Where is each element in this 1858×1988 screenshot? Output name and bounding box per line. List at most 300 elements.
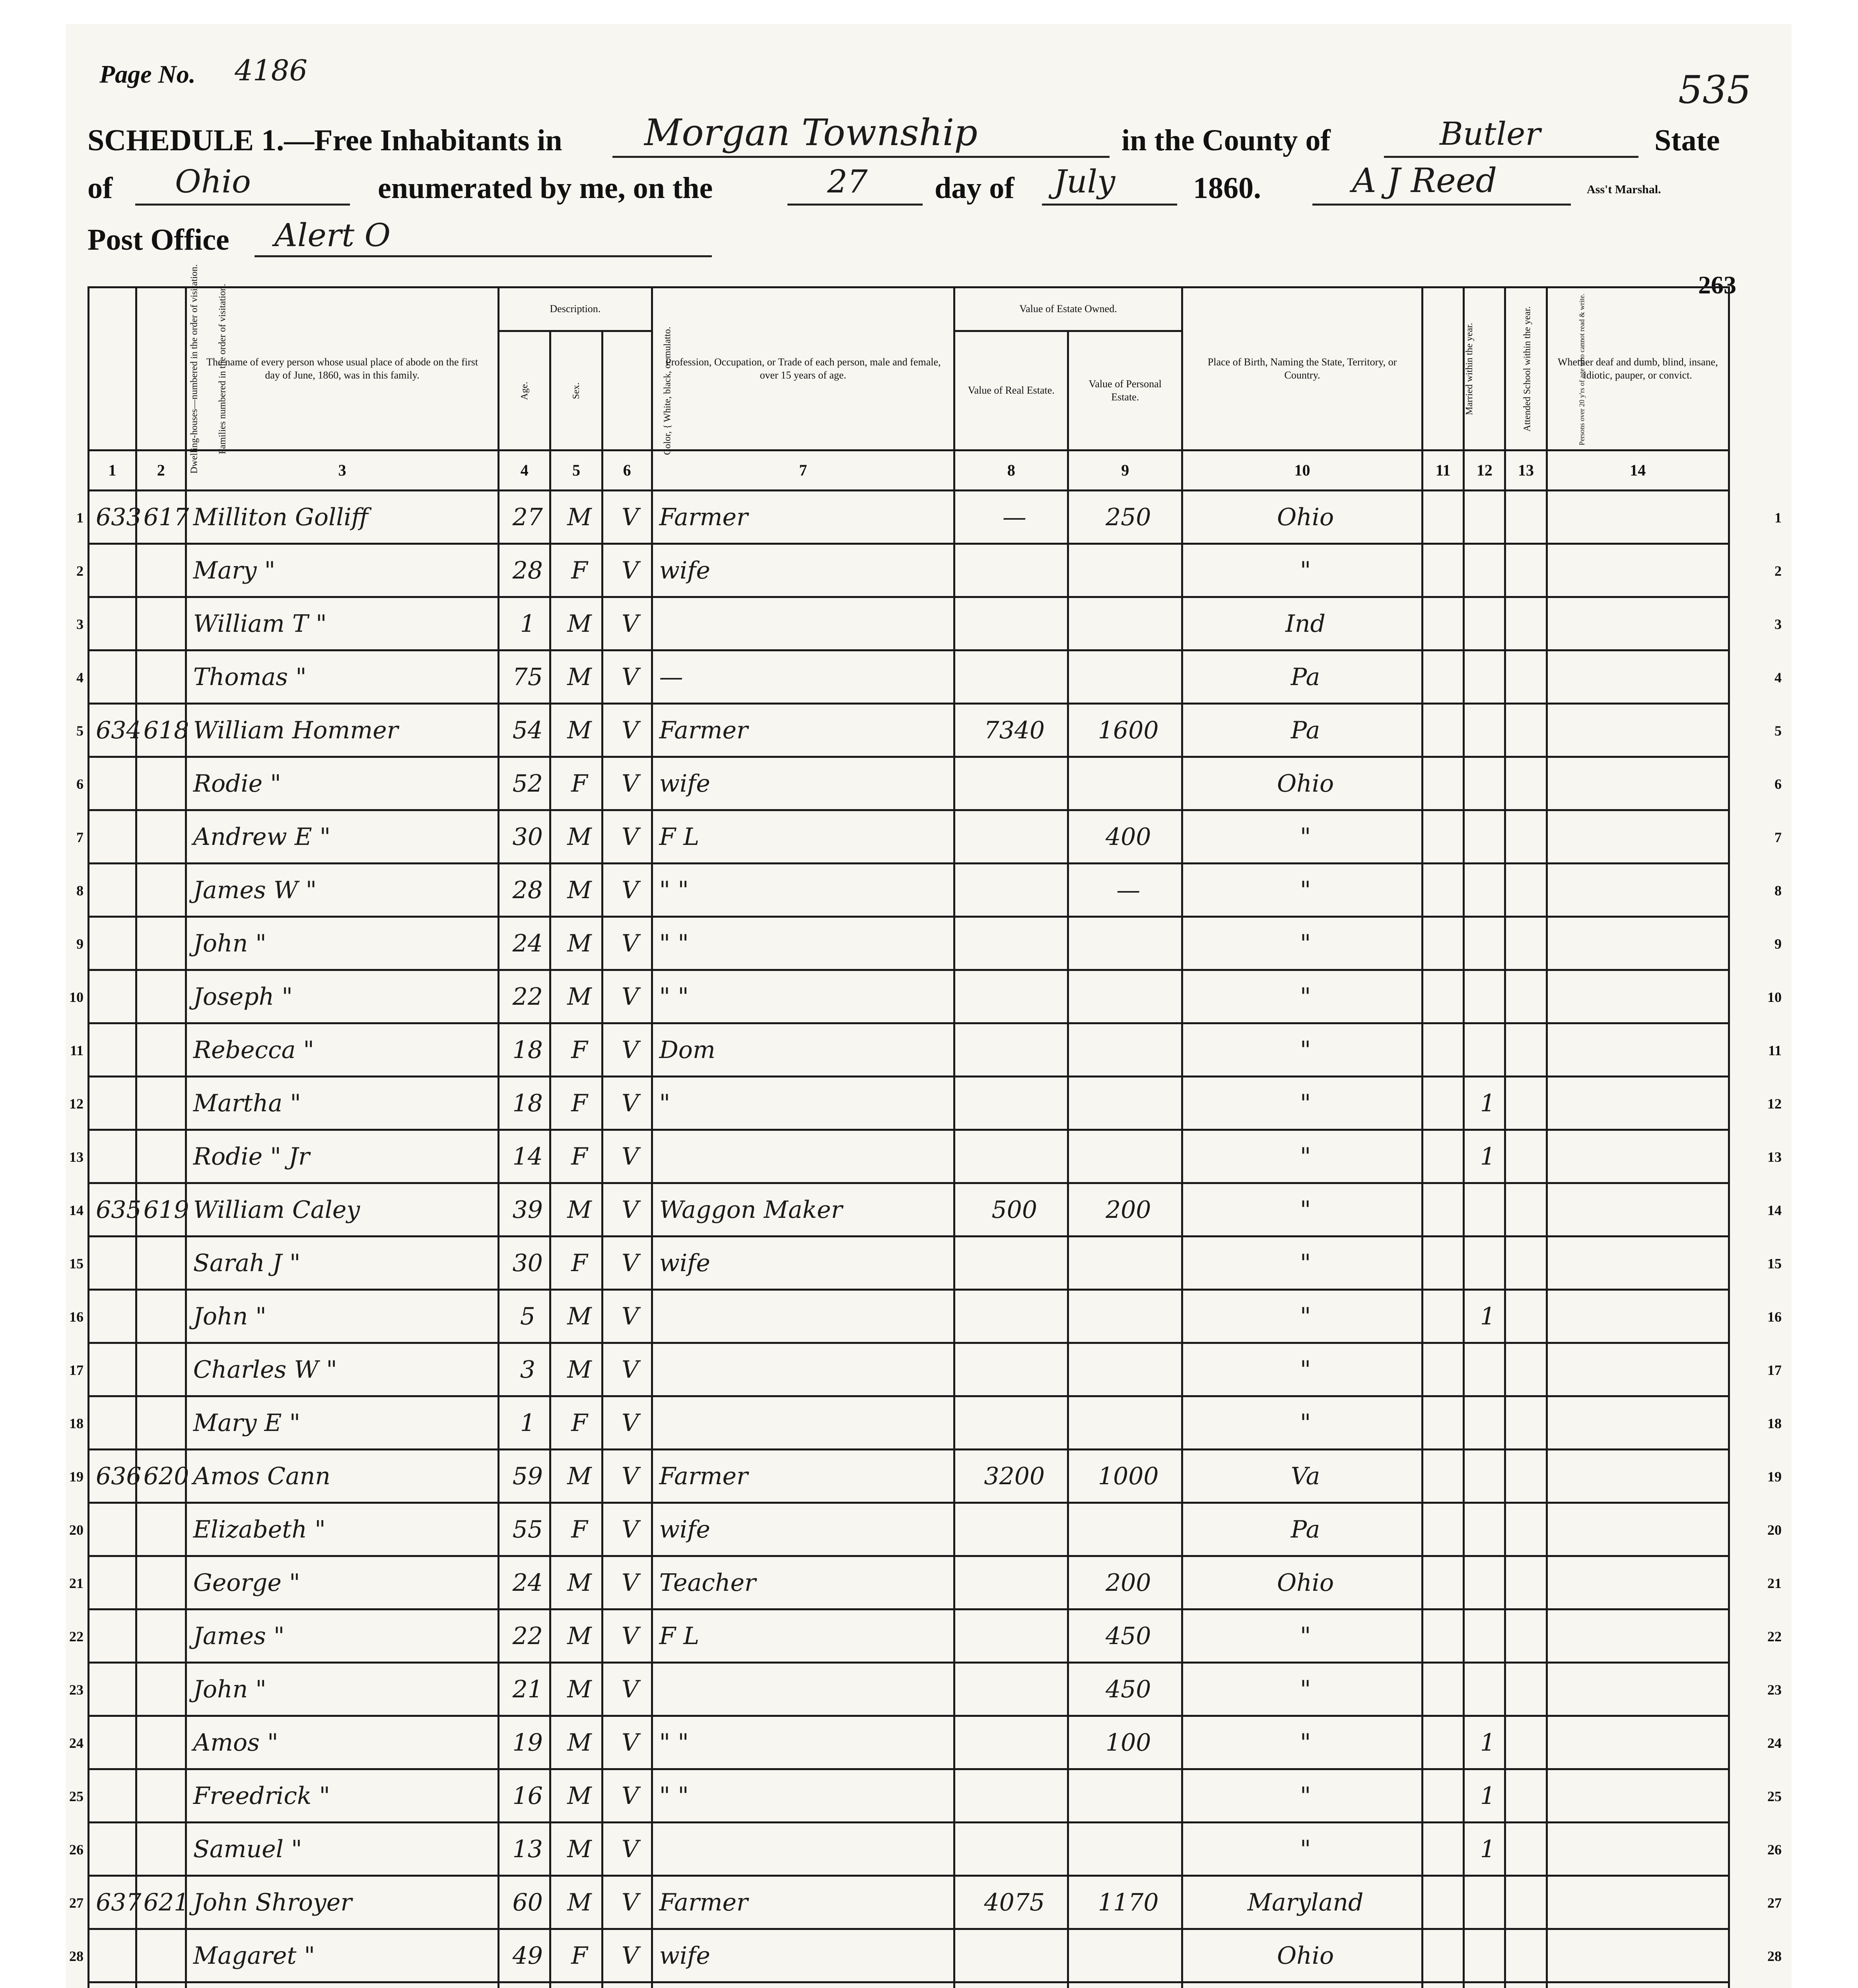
birthplace-cell: Ohio [1182,1556,1422,1609]
occupation-cell: " [652,1077,954,1130]
condition-cell [1547,597,1729,650]
real-estate-cell [954,1716,1068,1769]
age-cell: 59 [499,1450,550,1503]
age-cell: 52 [499,757,550,810]
family-number: 620 [136,1450,186,1503]
age-cell: 30 [499,810,550,864]
dwelling-number [89,1077,136,1130]
dwelling-number [89,1929,136,1982]
school-cell: 1 [1464,1716,1505,1769]
color-cell: V [602,1183,652,1237]
col-number: 11 [1423,450,1464,491]
condition-cell [1547,650,1729,704]
married-cell [1423,597,1464,650]
birthplace-cell: " [1182,544,1422,597]
birthplace-cell: " [1182,810,1422,864]
row-number: 11 [1768,1042,1782,1058]
color-cell: V [602,1929,652,1982]
occupation-cell [652,1343,954,1396]
married-cell [1423,650,1464,704]
condition-cell [1547,1929,1729,1982]
row-number: 6 [1774,776,1782,792]
col-header-occupation: Profession, Occupation, or Trade of each person, male and female, over 15 years of age. [652,287,954,450]
school-cell: 1 [1464,1823,1505,1876]
real-estate-cell [954,1663,1068,1716]
real-estate-cell [954,1609,1068,1663]
married-cell [1423,1769,1464,1823]
personal-estate-cell: 200 [1068,1556,1182,1609]
condition-cell [1547,810,1729,864]
family-number [136,1716,186,1769]
color-cell: V [602,970,652,1023]
col-header-description: Description. [499,287,652,331]
family-number [136,1503,186,1556]
table-row [89,1823,1729,1876]
person-name: John " [186,917,498,970]
occupation-cell: wife [652,1237,954,1290]
page-no-label: Page No. [99,60,196,88]
row-number: 8 [76,882,84,899]
sex-cell: F [550,1237,602,1290]
sex-cell: F [550,1023,602,1077]
sex-cell: M [550,650,602,704]
row-number: 1 [1774,509,1782,526]
school-cell [1464,1503,1505,1556]
illiterate-cell [1505,1237,1547,1290]
col-header-age: Age. [499,331,550,450]
schedule-title: SCHEDULE 1.—Free Inhabitants in [87,124,562,157]
table-row [89,650,1729,704]
age-cell: 24 [499,917,550,970]
family-number [136,1290,186,1343]
person-name: Amos " [186,1716,498,1769]
birthplace-cell: " [1182,1343,1422,1396]
personal-estate-cell [1068,1769,1182,1823]
row-number: 21 [69,1575,84,1591]
occupation-cell: F L [652,1609,954,1663]
personal-estate-cell [1068,1396,1182,1450]
age-cell: 60 [499,1876,550,1929]
condition-cell [1547,1237,1729,1290]
personal-estate-cell [1068,1929,1182,1982]
personal-estate-cell [1068,917,1182,970]
color-cell: V [602,1556,652,1609]
table-row [89,810,1729,864]
row-number: 23 [1767,1681,1782,1698]
real-estate-cell [954,544,1068,597]
table-row [89,1023,1729,1077]
sex-cell [550,1982,602,1988]
table-row [89,1503,1729,1556]
col-header-school: Attended School within the year. [1464,287,1505,450]
person-name: Joseph " [186,970,498,1023]
condition-cell [1547,1343,1729,1396]
row-number: 5 [1774,722,1782,739]
school-cell [1464,491,1505,544]
occupation-cell: Farmer [652,1450,954,1503]
person-name: Martha " [186,1077,498,1130]
school-cell [1464,1343,1505,1396]
age-cell: 21 [499,1663,550,1716]
person-name: Magaret " [186,1929,498,1982]
color-cell: V [602,1290,652,1343]
person-name: William T " [186,597,498,650]
personal-estate-cell [1068,1237,1182,1290]
row-number: 9 [1774,936,1782,952]
person-name: John " [186,1663,498,1716]
color-cell: V [602,1663,652,1716]
post-office-label: Post Office [87,223,229,256]
occupation-cell: Farmer [652,491,954,544]
row-number: 16 [1767,1309,1782,1325]
school-cell [1464,917,1505,970]
dwelling-number [89,1130,136,1183]
illiterate-cell [1505,1982,1547,1988]
school-cell [1464,1450,1505,1503]
table-row [89,1237,1729,1290]
sex-cell: F [550,757,602,810]
row-number: 13 [69,1149,84,1165]
sex-cell: F [550,1503,602,1556]
day-value: 27 [827,163,868,200]
sex-cell: M [550,1450,602,1503]
table-row [89,1982,1729,1988]
illiterate-cell [1505,1130,1547,1183]
table-row [89,917,1729,970]
family-number [136,917,186,970]
family-number [136,1663,186,1716]
illiterate-cell [1505,1876,1547,1929]
col-header-condition: Whether deaf and dumb, blind, insane, idiotic, pauper, or convict. [1547,287,1729,450]
dwelling-number [89,1982,136,1988]
illiterate-cell [1505,1556,1547,1609]
personal-estate-cell [1068,544,1182,597]
family-number [136,757,186,810]
illiterate-cell [1505,917,1547,970]
row-number: 23 [69,1681,84,1698]
birthplace-cell: Pa [1182,704,1422,757]
row-number: 19 [69,1468,84,1485]
school-cell [1464,650,1505,704]
col-header-family: Families numbered in the order of visitation. [136,287,186,450]
condition-cell [1547,1183,1729,1237]
row-number: 12 [1767,1095,1782,1112]
personal-estate-cell [1068,650,1182,704]
school-cell [1464,757,1505,810]
person-name: Rodie " Jr [186,1130,498,1183]
occupation-cell: — [652,650,954,704]
occupation-cell: " " [652,1769,954,1823]
person-name: James " [186,1609,498,1663]
color-cell: V [602,650,652,704]
school-cell [1464,597,1505,650]
occupation-cell: wife [652,1503,954,1556]
real-estate-cell [954,1503,1068,1556]
row-number: 27 [69,1895,84,1911]
family-number [136,970,186,1023]
table-row [89,1077,1729,1130]
condition-cell [1547,1769,1729,1823]
married-cell [1423,491,1464,544]
school-cell [1464,1396,1505,1450]
real-estate-cell [954,1823,1068,1876]
color-cell: V [602,1023,652,1077]
birthplace-cell: " [1182,1716,1422,1769]
age-cell: 3 [499,1343,550,1396]
real-estate-cell [954,597,1068,650]
row-number: 19 [1767,1468,1782,1485]
family-number: 617 [136,491,186,544]
married-cell [1423,1130,1464,1183]
occupation-cell: " " [652,1716,954,1769]
sex-cell: M [550,491,602,544]
illiterate-cell [1505,1023,1547,1077]
occupation-cell: wife [652,544,954,597]
age-cell: 54 [499,704,550,757]
illiterate-cell [1505,1290,1547,1343]
col-header-dwelling: Dwelling-houses—numbered in the order of visitation. [89,287,136,450]
col-header-name: The name of every person whose usual place of abode on the first day of June, 1860, was in this family. [186,287,498,450]
personal-estate-cell [1068,1077,1182,1130]
stamp-number: 263 [1698,271,1736,299]
school-cell [1464,1982,1505,1988]
condition-cell [1547,1609,1729,1663]
birthplace-cell: Pa [1182,650,1422,704]
age-cell: 18 [499,1023,550,1077]
illiterate-cell [1505,1929,1547,1982]
birthplace-cell: " [1182,864,1422,917]
married-cell [1423,1876,1464,1929]
table-row [89,757,1729,810]
row-number: 22 [69,1628,84,1644]
family-number [136,864,186,917]
occupation-cell: " " [652,970,954,1023]
row-number: 18 [69,1415,84,1431]
school-cell [1464,1183,1505,1237]
table-row [89,1450,1729,1503]
dwelling-number: 634 [89,704,136,757]
table-row [89,704,1729,757]
condition-cell [1547,704,1729,757]
row-number: 25 [1767,1788,1782,1804]
dwelling-number [89,1556,136,1609]
row-number: 20 [69,1522,84,1538]
dwelling-number: 635 [89,1183,136,1237]
birthplace-cell: " [1182,1023,1422,1077]
age-cell: 39 [499,1183,550,1237]
married-cell [1423,704,1464,757]
condition-cell [1547,1663,1729,1716]
age-cell: 19 [499,1716,550,1769]
col-number: 5 [550,450,602,491]
col-number: 9 [1068,450,1182,491]
family-number [136,1769,186,1823]
personal-estate-cell: 1170 [1068,1876,1182,1929]
family-number [136,544,186,597]
personal-estate-cell [1068,1823,1182,1876]
age-cell: 1 [499,597,550,650]
row-number: 17 [1767,1362,1782,1378]
personal-estate-cell: 200 [1068,1183,1182,1237]
color-cell: V [602,704,652,757]
row-number: 24 [1767,1735,1782,1751]
school-cell [1464,864,1505,917]
dwelling-number [89,1396,136,1450]
row-number: 15 [69,1255,84,1272]
corner-number: 535 [1678,68,1751,112]
personal-estate-cell: 250 [1068,491,1182,544]
dwelling-number [89,1716,136,1769]
real-estate-cell [954,1290,1068,1343]
sex-cell: M [550,917,602,970]
row-number: 25 [69,1788,84,1804]
color-cell: V [602,810,652,864]
occupation-cell: Waggon Maker [652,1183,954,1237]
row-number: 27 [1767,1895,1782,1911]
person-name: Amos Cann [186,1450,498,1503]
school-cell [1464,1609,1505,1663]
day-label: day of [935,171,1015,205]
real-estate-cell [954,810,1068,864]
condition-cell [1547,1982,1729,1988]
page-no-value: 4186 [235,54,308,87]
sex-cell: M [550,970,602,1023]
row-number: 1 [76,509,84,526]
married-cell [1423,1716,1464,1769]
dwelling-number [89,1823,136,1876]
age-cell: 18 [499,1077,550,1130]
family-number [136,1556,186,1609]
illiterate-cell [1505,1183,1547,1237]
married-cell [1423,970,1464,1023]
illiterate-cell [1505,757,1547,810]
birthplace-cell: " [1182,1663,1422,1716]
age-cell: 24 [499,1556,550,1609]
married-cell [1423,864,1464,917]
real-estate-cell: — [954,491,1068,544]
personal-estate-cell: 100 [1068,1716,1182,1769]
birthplace-cell: Va [1182,1450,1422,1503]
school-cell: 1 [1464,1077,1505,1130]
occupation-cell: wife [652,757,954,810]
color-cell [602,1982,652,1988]
dwelling-number: 637 [89,1876,136,1929]
personal-estate-cell [1068,1343,1182,1396]
person-name: John " [186,1290,498,1343]
person-name: Mary " [186,544,498,597]
color-cell: V [602,1343,652,1396]
family-number [136,650,186,704]
school-cell [1464,1929,1505,1982]
family-number [136,1609,186,1663]
col-header-married: Married within the year. [1423,287,1464,450]
col-header-birthplace: Place of Birth, Naming the State, Territory, or Country. [1182,287,1422,450]
birthplace-cell: " [1182,970,1422,1023]
col-number: 6 [602,450,652,491]
condition-cell [1547,757,1729,810]
occupation-cell: Dom [652,1023,954,1077]
real-estate-cell [954,1023,1068,1077]
real-estate-cell [954,970,1068,1023]
condition-cell [1547,1290,1729,1343]
age-cell: 28 [499,544,550,597]
illiterate-cell [1505,1823,1547,1876]
dwelling-number [89,1290,136,1343]
real-estate-cell [954,1130,1068,1183]
personal-estate-cell: 1600 [1068,704,1182,757]
birthplace-cell: Ohio [1182,757,1422,810]
township-value: Morgan Township [644,111,978,154]
occupation-cell: Teacher [652,1556,954,1609]
table-row [89,597,1729,650]
married-cell [1423,1823,1464,1876]
birthplace-cell: " [1182,1396,1422,1450]
color-cell: V [602,1503,652,1556]
occupation-cell: F L [652,810,954,864]
dwelling-number [89,1237,136,1290]
personal-estate-cell [1068,1023,1182,1077]
sex-cell: M [550,864,602,917]
occupation-cell [652,1982,954,1988]
row-number: 5 [76,722,84,739]
birthplace-cell [1182,1982,1422,1988]
year-label: 1860. [1193,171,1261,205]
table-row [89,1130,1729,1183]
sex-cell: M [550,1343,602,1396]
condition-cell [1547,970,1729,1023]
real-estate-cell [954,1769,1068,1823]
age-cell: 22 [499,970,550,1023]
school-cell [1464,1556,1505,1609]
birthplace-cell: Ind [1182,597,1422,650]
birthplace-cell: Maryland [1182,1876,1422,1929]
color-cell: V [602,1716,652,1769]
row-number: 10 [1767,989,1782,1005]
county-label: in the County of [1121,124,1331,157]
family-number [136,1343,186,1396]
state-label: State [1654,124,1720,157]
age-cell: 5 [499,1290,550,1343]
color-cell: V [602,1876,652,1929]
school-cell: 1 [1464,1769,1505,1823]
married-cell [1423,1343,1464,1396]
illiterate-cell [1505,1077,1547,1130]
birthplace-cell: " [1182,1183,1422,1237]
condition-cell [1547,917,1729,970]
occupation-cell: wife [652,1929,954,1982]
person-name: Sarah J " [186,1237,498,1290]
color-cell: V [602,1769,652,1823]
row-number: 18 [1767,1415,1782,1431]
condition-cell [1547,1503,1729,1556]
married-cell [1423,544,1464,597]
personal-estate-cell [1068,597,1182,650]
illiterate-cell [1505,864,1547,917]
person-name: William Caley [186,1183,498,1237]
married-cell [1423,757,1464,810]
col-header-color: Color, { White, black, or mulatto. [602,331,652,450]
person-name: James W " [186,864,498,917]
occupation-cell: " " [652,917,954,970]
dwelling-number [89,1769,136,1823]
row-number: 24 [69,1735,84,1751]
birthplace-cell: " [1182,1237,1422,1290]
personal-estate-cell: — [1068,864,1182,917]
col-number: 4 [499,450,550,491]
occupation-cell: Farmer [652,704,954,757]
birthplace-cell: Ohio [1182,1929,1422,1982]
row-number: 7 [76,829,84,845]
